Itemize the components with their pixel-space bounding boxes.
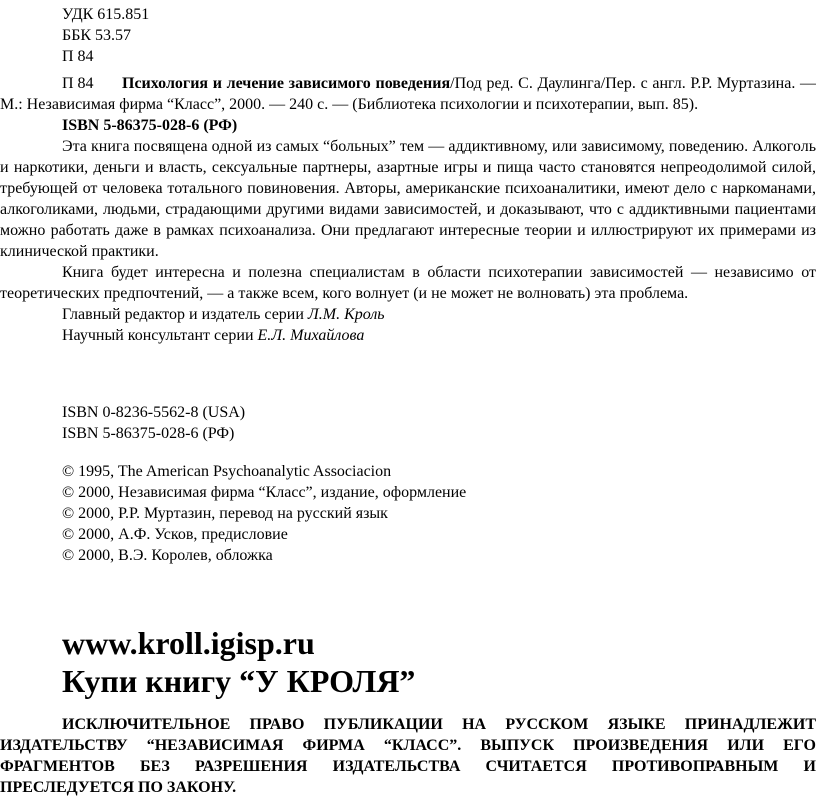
publication-details: /Под ред. С. Даулинга/Пер. с англ. Р.Р. Муртазина. — М.: Независимая фирма “Класс”, 2000. — 240 с. — (Библиотека психологии и психотерапии, вып. 85). <box>0 75 816 113</box>
isbn-list <box>62 402 245 444</box>
rights-text: ИСКЛЮЧИТЕЛЬНОЕ ПРАВО ПУБЛИКАЦИИ НА РУССКОМ ЯЗЫКЕ ПРИНАДЛЕЖИТ ИЗДАТЕЛЬСТВУ “НЕЗАВИСИМАЯ ФИРМА “КЛАСС”. ВЫПУСК ПРОИЗВЕДЕНИЯ ИЛИ ЕГО ФРАГМЕНТОВ БЕЗ РАЗРЕШЕНИЯ ИЗДАТЕЛЬСТВА СЧИТАЕТСЯ ПРОТИВОПРАВНЫМ И ПРЕСЛЕДУЕТСЯ ПО ЗАКОНУ. <box>0 716 816 796</box>
series-consultant-name: Е.Л. Михайлова <box>257 327 365 344</box>
copyright-line: © 2000, А.Ф. Усков, предисловие <box>62 526 288 543</box>
bbk-code: ББК 53.57 <box>62 27 132 44</box>
isbn-usa: ISBN 0-8236-5562-8 (USA) <box>62 404 246 421</box>
copyright-line: © 2000, В.Э. Королев, обложка <box>62 547 273 564</box>
copyright-line: © 2000, Р.Р. Муртазин, перевод на русский язык <box>62 505 388 522</box>
annotation-paragraph-1: Эта книга посвящена одной из самых “больных” тем — аддиктивному, или зависимому, поведению. Алкоголь и наркотики, деньги и власть, сексуальные партнеры, азартные игры и пища часто становятся непреодолимой силой, требующей от человека тотального повиновения. Авторы, американские психоаналитики, имеют дело с наркоманами, алкоголиками, людьми, страдающими другими видами зависимостей, и доказывают, что с аддиктивными пациентами можно работать даже в рамках психоанализа. Они предлагают интересные теории и иллюстрируют их примерами из клинической практики. <box>0 138 816 260</box>
series-consultant <box>0 325 816 346</box>
copyright-list <box>62 461 466 566</box>
website-url: www.kroll.igisp.ru <box>62 625 315 661</box>
annotation-paragraph-2: Книга будет интересна и полезна специалистам в области психотерапии зависимостей — независимо от теоретических предпочтений, — а также всем, кого волнует (и не может не волновать) эта проблема. <box>0 264 816 302</box>
author-mark-lead: П 84 <box>62 75 94 92</box>
copyright-line: © 1995, The American Psychoanalytic Associacion <box>62 463 392 480</box>
series-editor-label: Главный редактор и издатель серии <box>62 306 308 323</box>
classification-codes <box>62 4 149 67</box>
rights-notice <box>0 714 816 798</box>
isbn-rf: ISBN 5-86375-028-6 (РФ) <box>62 425 235 442</box>
series-editor-name: Л.М. Кроль <box>307 306 385 323</box>
copyright-line: © 2000, Независимая фирма “Класс”, издание, оформление <box>62 484 467 501</box>
book-title: Психология и лечение зависимого поведения <box>122 75 451 92</box>
author-mark: П 84 <box>62 48 94 65</box>
publisher-web <box>62 622 415 698</box>
series-editor <box>0 304 816 325</box>
isbn-heading: ISBN 5-86375-028-6 (РФ) <box>62 117 238 134</box>
udk-code: УДК 615.851 <box>62 6 150 23</box>
bibliographic-description <box>0 73 816 346</box>
series-consultant-label: Научный консультант серии <box>62 327 258 344</box>
buy-slogan: Купи книгу “У КРОЛЯ” <box>62 663 416 699</box>
